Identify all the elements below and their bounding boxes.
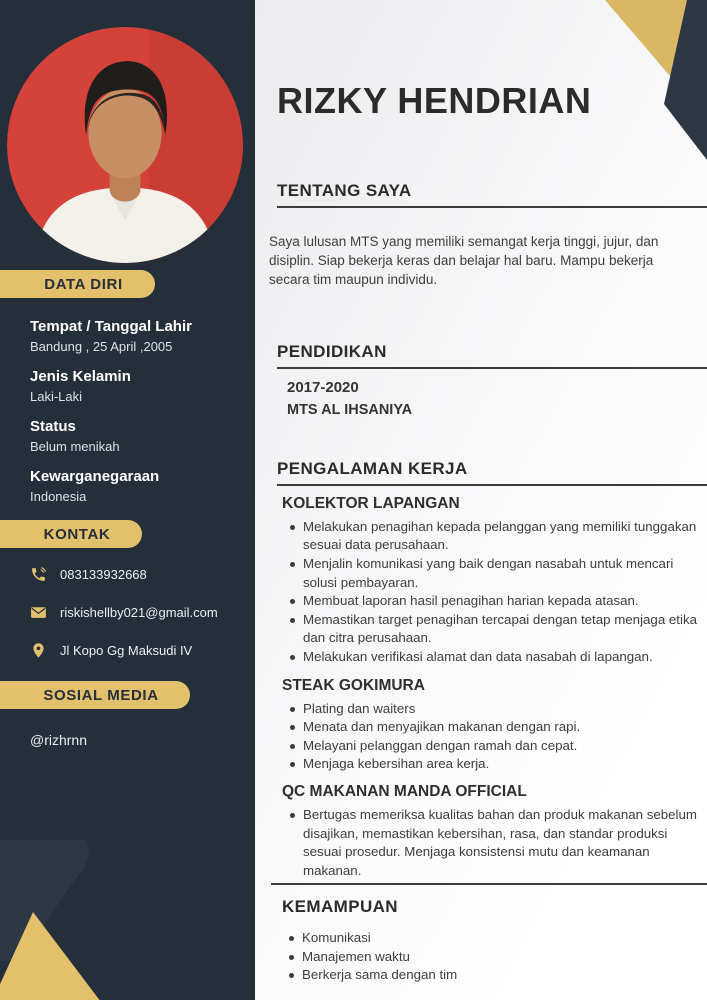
field-label: Status [30, 418, 76, 435]
contact-list [30, 566, 240, 680]
job-bullet: Menjaga kebersihan area kerja. [289, 755, 701, 774]
sidebar [0, 0, 255, 1000]
contact-address-row [30, 642, 240, 659]
field-value: Indonesia [30, 489, 87, 504]
job-entry-steak-gokimura [282, 676, 707, 774]
skill-item: Berkerja sama dengan tim [288, 966, 707, 985]
phone-icon [30, 566, 47, 583]
job-bullet: Melakukan verifikasi alamat dan data nasabah di lapangan. [289, 648, 701, 667]
kemampuan-divider [271, 883, 707, 885]
about-paragraph: Saya lulusan MTS yang memiliki semangat kerja tinggi, jujur, dan disiplin. Siap bekerja keras dan belajar hal baru. Mampu bekerja secara tim maupun individu. [269, 233, 659, 287]
field-label: Kewarganegaraan [30, 468, 160, 485]
personal-field [30, 417, 235, 455]
profile-photo [7, 27, 243, 263]
personal-fields [30, 317, 235, 517]
job-bullet: Melayani pelanggan dengan ramah dan cepat. [289, 737, 701, 756]
job-title: QC MAKANAN MANDA OFFICIAL [282, 782, 527, 800]
job-bullet: Menata dan menyajikan makanan dengan rapi. [289, 718, 701, 737]
main-content [255, 0, 707, 1000]
pengalaman-title: PENGALAMAN KERJA [277, 458, 468, 478]
job-bullet: Melakukan penagihan kepada pelanggan yang memiliki tunggakan sesuai data perusahaan. [289, 518, 701, 555]
job-entry-qc-makanan [282, 782, 707, 880]
job-bullet-list [289, 700, 701, 774]
email-address: riskishellby021@gmail.com [60, 605, 218, 620]
job-bullet-list [289, 518, 701, 667]
field-label: Jenis Kelamin [30, 368, 131, 385]
job-bullet: Plating dan waiters [289, 700, 701, 719]
kemampuan-section-header [282, 897, 707, 917]
education-school: MTS AL IHSANIYA [287, 401, 413, 418]
field-value: Belum menikah [30, 439, 120, 454]
sidebar-bottom-decoration [0, 840, 255, 1000]
job-title: STEAK GOKIMURA [282, 676, 425, 694]
skill-item: Manajemen waktu [288, 948, 707, 967]
social-handle: @rizhrnn [30, 732, 88, 748]
pendidikan-title: PENDIDIKAN [277, 341, 387, 361]
candidate-name: RIZKY HENDRIAN [277, 80, 592, 121]
job-bullet: Bertugas memeriksa kualitas bahan dan produk makanan sebelum disajikan, memastikan kebersihan, rasa, dan standar produksi sesuai prosedur. Menjaga konsistensi mutu dan keamanan makanan. [289, 806, 701, 880]
kontak-title: KONTAK [43, 525, 111, 543]
kemampuan-title: KEMAMPUAN [282, 897, 398, 917]
personal-field [30, 367, 235, 405]
phone-number: 083133932668 [60, 567, 147, 582]
job-bullet-list [289, 806, 701, 880]
mail-icon [30, 604, 47, 621]
tentang-saya-title: TENTANG SAYA [277, 180, 412, 200]
personal-field [30, 467, 235, 505]
sosial-media-badge [0, 681, 190, 709]
field-value: Laki-Laki [30, 389, 83, 404]
personal-field [30, 317, 235, 355]
contact-phone-row [30, 566, 240, 583]
job-entry-kolektor [282, 494, 707, 667]
job-bullet: Memastikan target penagihan tercapai dengan tetap menjaga etika dan citra perusahaan. [289, 611, 701, 648]
location-pin-icon [30, 642, 47, 659]
data-diri-badge [0, 270, 155, 298]
job-bullet: Membuat laporan hasil penagihan harian kepada atasan. [289, 592, 701, 611]
profile-photo-illustration [7, 27, 243, 263]
skills-list [288, 929, 707, 985]
sosial-media-title: SOSIAL MEDIA [43, 686, 159, 704]
field-label: Tempat / Tanggal Lahir [30, 318, 192, 335]
address-text: Jl Kopo Gg Maksudi IV [60, 643, 193, 658]
job-bullet: Menjalin komunikasi yang baik dengan nasabah untuk mencari solusi pembayaran. [289, 555, 701, 592]
tentang-saya-section-header [277, 181, 707, 208]
field-value: Bandung , 25 April ,2005 [30, 339, 173, 354]
pengalaman-section-header [277, 459, 707, 486]
job-title: KOLEKTOR LAPANGAN [282, 494, 460, 512]
contact-email-row [30, 604, 240, 621]
education-period: 2017-2020 [287, 378, 359, 396]
kontak-badge [0, 520, 142, 548]
skill-item: Komunikasi [288, 929, 707, 948]
data-diri-title: DATA DIRI [44, 275, 123, 293]
education-entry [287, 378, 707, 420]
pendidikan-section-header [277, 342, 707, 369]
